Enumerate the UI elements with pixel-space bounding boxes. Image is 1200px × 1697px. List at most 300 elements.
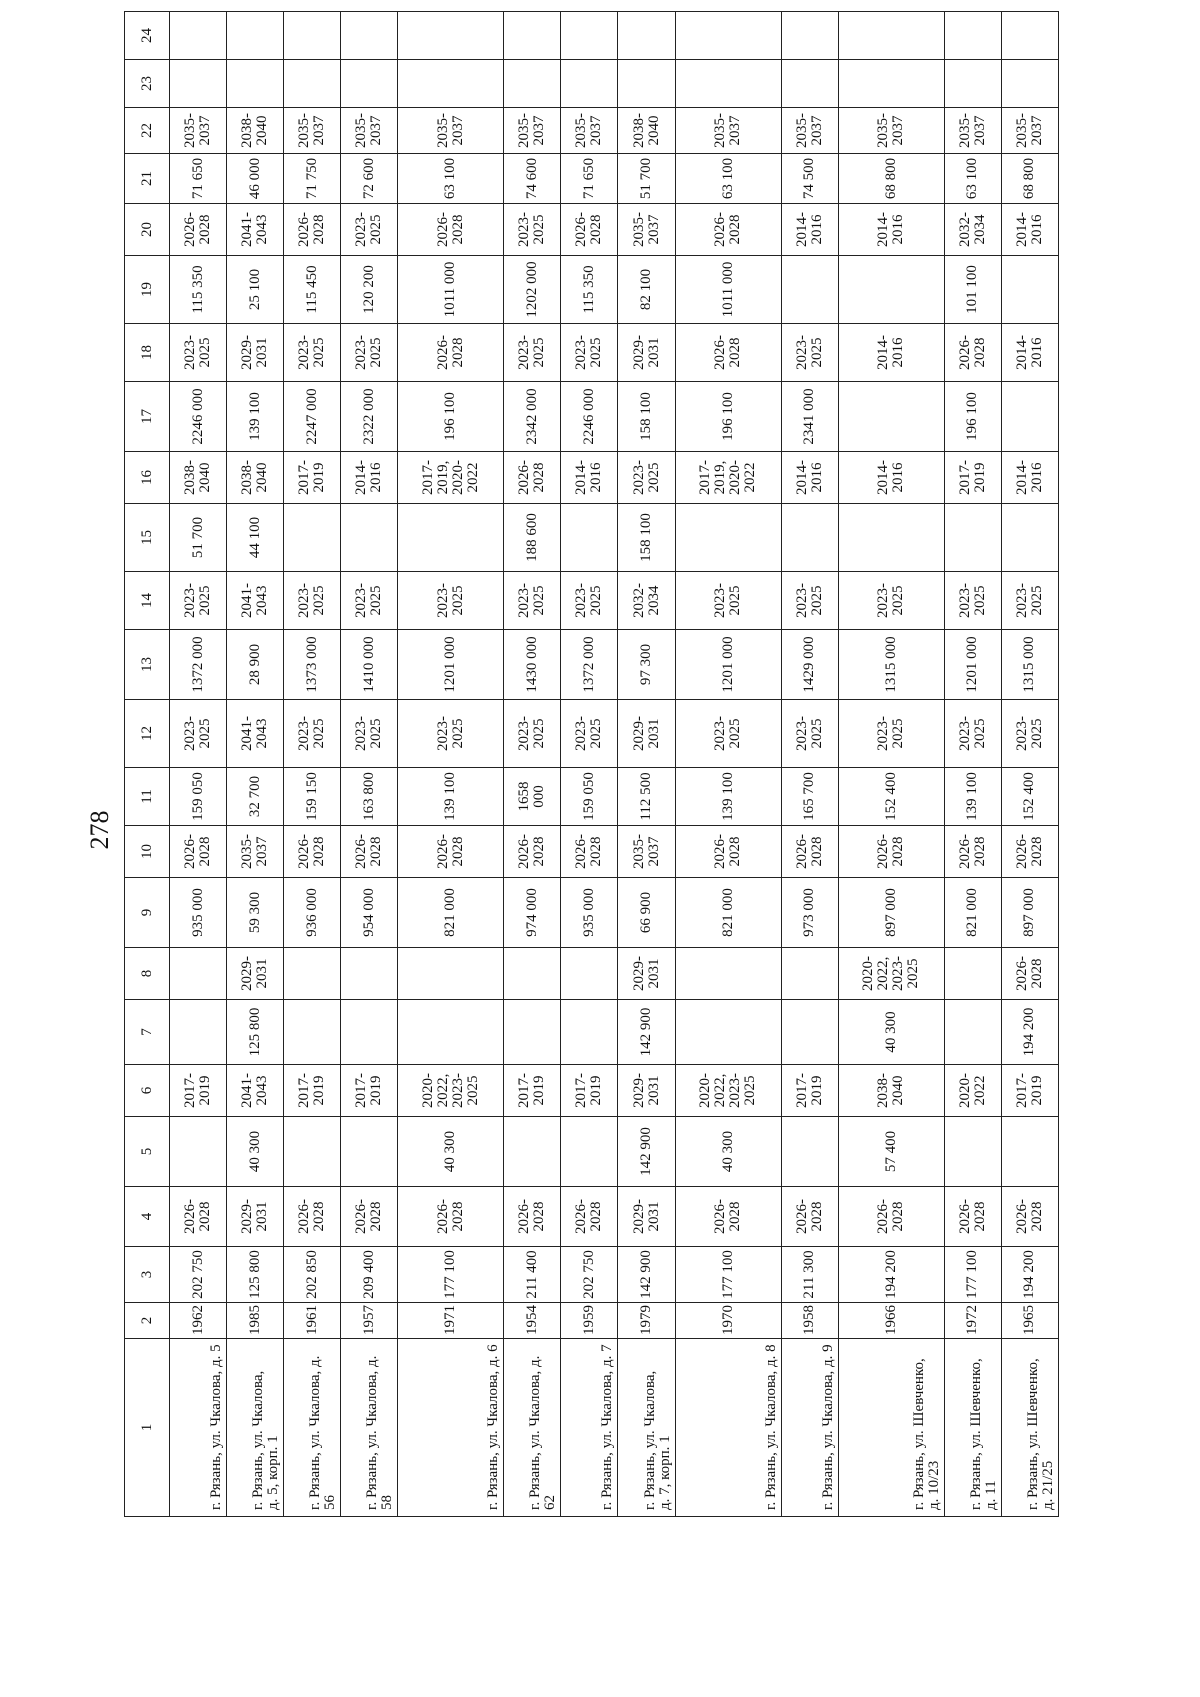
table-cell xyxy=(1001,256,1058,324)
table-cell xyxy=(341,60,398,108)
table-cell: 2029- 2031 xyxy=(618,1065,675,1117)
table-cell xyxy=(675,948,781,1000)
column-header: 19 xyxy=(125,256,170,324)
table-cell: 2023- 2025 xyxy=(781,324,838,382)
table-cell: 2035- 2037 xyxy=(618,826,675,878)
table-cell: 51 700 xyxy=(618,154,675,204)
column-header: 16 xyxy=(125,452,170,504)
table-cell: 1202 000 xyxy=(504,256,561,324)
table-cell: 2014- 2016 xyxy=(838,452,944,504)
table-cell: 2026- 2028 xyxy=(504,452,561,504)
table-cell xyxy=(1001,12,1058,60)
table-cell: 1658 000 xyxy=(504,768,561,826)
table-cell: 125 800 xyxy=(227,1000,284,1065)
table-cell xyxy=(618,60,675,108)
table-cell: 152 400 xyxy=(1001,768,1058,826)
table-row xyxy=(1001,12,1058,1517)
table-cell: 2035- 2037 xyxy=(227,826,284,878)
table-cell: 2041- 2043 xyxy=(227,700,284,768)
table-cell xyxy=(561,948,618,1000)
table-cell: 2035- 2037 xyxy=(618,204,675,256)
table-cell: 2014- 2016 xyxy=(781,452,838,504)
table-cell: 63 100 xyxy=(675,154,781,204)
table-cell xyxy=(284,1000,341,1065)
table-cell: 2023- 2025 xyxy=(781,572,838,630)
table-cell: 63 100 xyxy=(398,154,504,204)
table-cell xyxy=(341,1000,398,1065)
table-cell: 2032- 2034 xyxy=(618,572,675,630)
table-cell: 25 100 xyxy=(227,256,284,324)
table-cell: 935 000 xyxy=(561,878,618,948)
table-cell: 196 100 xyxy=(398,382,504,452)
table-cell: 2023- 2025 xyxy=(504,204,561,256)
table-cell: 2035- 2037 xyxy=(341,108,398,154)
table-cell: 66 900 xyxy=(618,878,675,948)
table-cell xyxy=(170,948,227,1000)
table-cell: 2023- 2025 xyxy=(341,324,398,382)
column-header: 7 xyxy=(125,1000,170,1065)
table-cell: 209 400 xyxy=(341,1247,398,1303)
table-cell xyxy=(170,60,227,108)
column-header: 4 xyxy=(125,1187,170,1247)
address-cell: г. Рязань, ул. Чкалова, д. 5 xyxy=(170,1339,227,1517)
table-cell: 97 300 xyxy=(618,630,675,700)
table-cell xyxy=(398,60,504,108)
table-cell: 194 200 xyxy=(1001,1000,1058,1065)
column-header: 8 xyxy=(125,948,170,1000)
address-cell: г. Рязань, ул. Шевченко, д. 21/25 xyxy=(1001,1339,1058,1517)
table-cell: 1410 000 xyxy=(341,630,398,700)
table-cell: 2026- 2028 xyxy=(561,204,618,256)
table-cell: 2026- 2028 xyxy=(398,204,504,256)
table-cell xyxy=(398,1000,504,1065)
table-cell: 2014- 2016 xyxy=(781,204,838,256)
table-cell: 2035- 2037 xyxy=(398,108,504,154)
table-cell xyxy=(284,948,341,1000)
table-cell: 71 650 xyxy=(561,154,618,204)
table-cell: 120 200 xyxy=(341,256,398,324)
table-cell: 125 800 xyxy=(227,1247,284,1303)
table-cell: 2017- 2019 xyxy=(561,1065,618,1117)
table-cell xyxy=(341,1117,398,1187)
table-cell: 2026- 2028 xyxy=(1001,826,1058,878)
table-cell: 2023- 2025 xyxy=(504,700,561,768)
table-row xyxy=(227,12,284,1517)
table-cell xyxy=(284,1117,341,1187)
table-cell: 1201 000 xyxy=(675,630,781,700)
table-cell: 1011 000 xyxy=(675,256,781,324)
table-cell: 1970 xyxy=(675,1303,781,1339)
table-cell: 1971 xyxy=(398,1303,504,1339)
table-cell: 2014- 2016 xyxy=(1001,204,1058,256)
column-header: 22 xyxy=(125,108,170,154)
table-cell: 2017- 2019 xyxy=(1001,1065,1058,1117)
table-cell: 1429 000 xyxy=(781,630,838,700)
table-cell: 2026- 2028 xyxy=(170,1187,227,1247)
table-cell: 2014- 2016 xyxy=(341,452,398,504)
table-cell xyxy=(170,12,227,60)
table-cell: 2023- 2025 xyxy=(284,700,341,768)
table-cell: 2026- 2028 xyxy=(170,204,227,256)
table-cell: 974 000 xyxy=(504,878,561,948)
table-cell: 936 000 xyxy=(284,878,341,948)
table-cell: 973 000 xyxy=(781,878,838,948)
table-cell xyxy=(944,60,1001,108)
table-cell: 2026- 2028 xyxy=(1001,1187,1058,1247)
table-cell: 2026- 2028 xyxy=(504,826,561,878)
table-cell: 821 000 xyxy=(675,878,781,948)
table-cell: 2023- 2025 xyxy=(284,572,341,630)
table-cell: 2026- 2028 xyxy=(1001,948,1058,1000)
table-cell: 74 600 xyxy=(504,154,561,204)
table-cell: 2023- 2025 xyxy=(944,700,1001,768)
table-cell xyxy=(675,12,781,60)
table-cell: 2342 000 xyxy=(504,382,561,452)
table-cell: 2020- 2022 xyxy=(944,1065,1001,1117)
table-cell: 2246 000 xyxy=(561,382,618,452)
address-cell: г. Рязань, ул. Чкалова, д. 8 xyxy=(675,1339,781,1517)
table-cell xyxy=(781,256,838,324)
table-cell: 177 100 xyxy=(675,1247,781,1303)
table-cell: 2023- 2025 xyxy=(341,204,398,256)
table-cell: 2026- 2028 xyxy=(504,1187,561,1247)
table-cell: 2014- 2016 xyxy=(1001,452,1058,504)
table-cell: 2026- 2028 xyxy=(561,1187,618,1247)
table-cell: 2023- 2025 xyxy=(1001,700,1058,768)
table-cell: 2026- 2028 xyxy=(675,204,781,256)
table-cell: 2026- 2028 xyxy=(170,826,227,878)
table-cell xyxy=(170,1000,227,1065)
address-cell: г. Рязань, ул. Чкалова, д. 6 xyxy=(398,1339,504,1517)
column-header: 18 xyxy=(125,324,170,382)
column-header: 13 xyxy=(125,630,170,700)
table-row xyxy=(504,12,561,1517)
table-cell: 2020- 2022, 2023- 2025 xyxy=(838,948,944,1000)
table-cell: 1965 xyxy=(1001,1303,1058,1339)
table-cell: 1315 000 xyxy=(838,630,944,700)
table-cell: 2035- 2037 xyxy=(675,108,781,154)
table-cell: 821 000 xyxy=(944,878,1001,948)
table-cell xyxy=(675,60,781,108)
table-cell xyxy=(561,504,618,572)
table-cell xyxy=(781,1000,838,1065)
table-cell: 158 100 xyxy=(618,504,675,572)
table-cell: 1011 000 xyxy=(398,256,504,324)
table-cell: 2026- 2028 xyxy=(675,1187,781,1247)
table-cell: 139 100 xyxy=(675,768,781,826)
column-header: 11 xyxy=(125,768,170,826)
address-cell: г. Рязань, ул. Чкалова, д. 7 xyxy=(561,1339,618,1517)
table-cell: 2023- 2025 xyxy=(398,572,504,630)
table-cell xyxy=(944,504,1001,572)
address-cell: г. Рязань, ул. Шевченко, д. 10/23 xyxy=(838,1339,944,1517)
table-cell: 2017- 2019 xyxy=(170,1065,227,1117)
table-cell: 1972 xyxy=(944,1303,1001,1339)
table-cell xyxy=(341,504,398,572)
table-cell: 139 100 xyxy=(944,768,1001,826)
table-cell: 1957 xyxy=(341,1303,398,1339)
table-cell: 44 100 xyxy=(227,504,284,572)
table-cell: 2023- 2025 xyxy=(1001,572,1058,630)
address-cell: г. Рязань, ул. Чкалова, д. 9 xyxy=(781,1339,838,1517)
address-cell: г. Рязань, ул. Чкалова, д. 58 xyxy=(341,1339,398,1517)
table-cell: 2029- 2031 xyxy=(227,1187,284,1247)
table-cell xyxy=(398,504,504,572)
table-cell: 63 100 xyxy=(944,154,1001,204)
table-cell: 2035- 2037 xyxy=(561,108,618,154)
table-cell: 188 600 xyxy=(504,504,561,572)
column-header: 23 xyxy=(125,60,170,108)
table-cell: 82 100 xyxy=(618,256,675,324)
address-cell: г. Рязань, ул. Чкалова, д. 56 xyxy=(284,1339,341,1517)
table-cell: 2026- 2028 xyxy=(341,1187,398,1247)
table-cell: 1954 xyxy=(504,1303,561,1339)
table-cell: 72 600 xyxy=(341,154,398,204)
table-cell: 1961 xyxy=(284,1303,341,1339)
table-cell: 2014- 2016 xyxy=(561,452,618,504)
table-row xyxy=(341,12,398,1517)
table-cell: 2017- 2019, 2020- 2022 xyxy=(398,452,504,504)
table-cell: 2020- 2022, 2023- 2025 xyxy=(675,1065,781,1117)
table-cell xyxy=(838,12,944,60)
table-cell xyxy=(170,1117,227,1187)
column-header: 20 xyxy=(125,204,170,256)
table-cell: 2026- 2028 xyxy=(781,1187,838,1247)
table-cell xyxy=(504,1117,561,1187)
table-cell: 2014- 2016 xyxy=(838,324,944,382)
address-cell: г. Рязань, ул. Чкалова, д. 5, корп. 1 xyxy=(227,1339,284,1517)
column-header: 9 xyxy=(125,878,170,948)
table-cell: 2041- 2043 xyxy=(227,1065,284,1117)
table-cell: 32 700 xyxy=(227,768,284,826)
table-cell: 196 100 xyxy=(675,382,781,452)
table-cell: 897 000 xyxy=(1001,878,1058,948)
table-cell: 2023- 2025 xyxy=(504,572,561,630)
table-cell: 112 500 xyxy=(618,768,675,826)
table-cell: 68 800 xyxy=(1001,154,1058,204)
table-cell: 139 100 xyxy=(398,768,504,826)
table-cell: 2023- 2025 xyxy=(561,572,618,630)
table-cell: 2026- 2028 xyxy=(561,826,618,878)
column-header: 15 xyxy=(125,504,170,572)
table-cell: 40 300 xyxy=(227,1117,284,1187)
table-cell: 2023- 2025 xyxy=(170,324,227,382)
table-cell: 2038- 2040 xyxy=(170,452,227,504)
table-cell xyxy=(284,12,341,60)
column-header: 2 xyxy=(125,1303,170,1339)
table-cell: 2026- 2028 xyxy=(944,826,1001,878)
table-cell: 2029- 2031 xyxy=(227,324,284,382)
table-cell: 152 400 xyxy=(838,768,944,826)
table-cell: 2026- 2028 xyxy=(675,826,781,878)
table-cell: 1966 xyxy=(838,1303,944,1339)
header-row xyxy=(125,12,170,1517)
table-cell: 165 700 xyxy=(781,768,838,826)
table-cell xyxy=(398,12,504,60)
column-header: 3 xyxy=(125,1247,170,1303)
table-cell xyxy=(838,504,944,572)
address-cell: г. Рязань, ул. Шевченко, д. 11 xyxy=(944,1339,1001,1517)
column-header: 1 xyxy=(125,1339,170,1517)
table-cell: 159 050 xyxy=(170,768,227,826)
table-row xyxy=(398,12,504,1517)
table-row xyxy=(944,12,1001,1517)
table-cell xyxy=(781,12,838,60)
table-cell: 194 200 xyxy=(1001,1247,1058,1303)
address-cell: г. Рязань, ул. Чкалова, д. 7, корп. 1 xyxy=(618,1339,675,1517)
table-cell: 1979 xyxy=(618,1303,675,1339)
table-row xyxy=(781,12,838,1517)
table-cell: 194 200 xyxy=(838,1247,944,1303)
table-cell: 2029- 2031 xyxy=(618,700,675,768)
table-cell xyxy=(561,60,618,108)
table-cell: 2023- 2025 xyxy=(284,324,341,382)
table-cell: 1201 000 xyxy=(398,630,504,700)
table-cell: 2023- 2025 xyxy=(838,572,944,630)
table-cell: 2035- 2037 xyxy=(781,108,838,154)
table-cell: 202 750 xyxy=(561,1247,618,1303)
column-header: 5 xyxy=(125,1117,170,1187)
table-body xyxy=(170,12,1059,1517)
table-cell: 142 900 xyxy=(618,1000,675,1065)
table-cell: 2023- 2025 xyxy=(675,572,781,630)
table-cell: 2038- 2040 xyxy=(618,108,675,154)
table-cell: 2023- 2025 xyxy=(170,700,227,768)
table-cell: 1201 000 xyxy=(944,630,1001,700)
table-cell xyxy=(944,12,1001,60)
column-header: 6 xyxy=(125,1065,170,1117)
table-cell: 2026- 2028 xyxy=(944,1187,1001,1247)
page-number: 278 xyxy=(85,810,114,850)
table-cell: 2026- 2028 xyxy=(838,826,944,878)
table-cell xyxy=(504,948,561,1000)
table-cell: 2029- 2031 xyxy=(618,1187,675,1247)
table-cell xyxy=(838,256,944,324)
table-cell: 68 800 xyxy=(838,154,944,204)
table-cell: 2035- 2037 xyxy=(838,108,944,154)
table-cell: 2026- 2028 xyxy=(341,826,398,878)
table-cell xyxy=(504,1000,561,1065)
table-cell: 2038- 2040 xyxy=(227,452,284,504)
table-cell: 2017- 2019 xyxy=(781,1065,838,1117)
table-row xyxy=(675,12,781,1517)
table-cell: 2017- 2019 xyxy=(504,1065,561,1117)
table-cell xyxy=(504,12,561,60)
table-cell xyxy=(398,948,504,1000)
table-cell: 142 900 xyxy=(618,1247,675,1303)
table-cell: 2023- 2025 xyxy=(170,572,227,630)
table-cell: 2035- 2037 xyxy=(1001,108,1058,154)
table-cell xyxy=(561,1000,618,1065)
table-cell: 897 000 xyxy=(838,878,944,948)
table-cell: 158 100 xyxy=(618,382,675,452)
table-cell xyxy=(227,12,284,60)
table-cell: 2014- 2016 xyxy=(838,204,944,256)
table-cell: 2026- 2028 xyxy=(398,826,504,878)
table-cell: 2023- 2025 xyxy=(675,700,781,768)
table-cell xyxy=(675,1000,781,1065)
table-cell xyxy=(284,60,341,108)
table-row xyxy=(284,12,341,1517)
table-cell: 115 350 xyxy=(561,256,618,324)
table-cell: 2023- 2025 xyxy=(398,700,504,768)
table-cell: 1372 000 xyxy=(561,630,618,700)
table-cell: 115 450 xyxy=(284,256,341,324)
table-cell: 2023- 2025 xyxy=(561,700,618,768)
table-cell: 139 100 xyxy=(227,382,284,452)
table-cell xyxy=(675,504,781,572)
table-cell: 142 900 xyxy=(618,1117,675,1187)
table-cell xyxy=(781,60,838,108)
table-cell xyxy=(944,1000,1001,1065)
table-cell: 2247 000 xyxy=(284,382,341,452)
table-cell xyxy=(781,504,838,572)
table-cell: 2032- 2034 xyxy=(944,204,1001,256)
table-cell: 1372 000 xyxy=(170,630,227,700)
table-cell: 2035- 2037 xyxy=(284,108,341,154)
table-cell: 2322 000 xyxy=(341,382,398,452)
table-row xyxy=(618,12,675,1517)
table-cell xyxy=(1001,60,1058,108)
table-row xyxy=(170,12,227,1517)
table-cell xyxy=(504,60,561,108)
table-cell xyxy=(341,12,398,60)
table-cell: 2017- 2019 xyxy=(341,1065,398,1117)
table-cell: 2017- 2019 xyxy=(944,452,1001,504)
table-cell: 2026- 2028 xyxy=(398,324,504,382)
table-cell: 115 350 xyxy=(170,256,227,324)
table-cell: 2023- 2025 xyxy=(504,324,561,382)
table-cell: 40 300 xyxy=(675,1117,781,1187)
table-cell: 2017- 2019, 2020- 2022 xyxy=(675,452,781,504)
table-cell xyxy=(781,948,838,1000)
column-header: 14 xyxy=(125,572,170,630)
table-cell: 211 300 xyxy=(781,1247,838,1303)
table-cell: 46 000 xyxy=(227,154,284,204)
table-cell: 2026- 2028 xyxy=(284,826,341,878)
table-cell: 59 300 xyxy=(227,878,284,948)
table-cell: 2038- 2040 xyxy=(838,1065,944,1117)
table-cell: 202 750 xyxy=(170,1247,227,1303)
table-cell: 2246 000 xyxy=(170,382,227,452)
rotated-table-container xyxy=(124,28,1059,1517)
table-cell: 196 100 xyxy=(944,382,1001,452)
table-cell: 2026- 2028 xyxy=(284,204,341,256)
column-header: 17 xyxy=(125,382,170,452)
table-cell: 28 900 xyxy=(227,630,284,700)
table-cell: 2029- 2031 xyxy=(227,948,284,1000)
table-cell: 1959 xyxy=(561,1303,618,1339)
table-cell: 40 300 xyxy=(398,1117,504,1187)
table-cell: 101 100 xyxy=(944,256,1001,324)
table-cell xyxy=(944,948,1001,1000)
table-cell: 2023- 2025 xyxy=(944,572,1001,630)
table-cell: 2035- 2037 xyxy=(170,108,227,154)
table-cell: 177 100 xyxy=(944,1247,1001,1303)
table-cell: 71 650 xyxy=(170,154,227,204)
table-cell: 40 300 xyxy=(838,1000,944,1065)
table-cell: 2026- 2028 xyxy=(781,826,838,878)
table-cell xyxy=(944,1117,1001,1187)
table-cell xyxy=(781,1117,838,1187)
table-cell: 159 050 xyxy=(561,768,618,826)
table-cell: 2023- 2025 xyxy=(561,324,618,382)
table-cell: 954 000 xyxy=(341,878,398,948)
table-cell xyxy=(561,1117,618,1187)
column-header: 24 xyxy=(125,12,170,60)
table-cell: 2026- 2028 xyxy=(284,1187,341,1247)
table-cell: 2017- 2019 xyxy=(284,1065,341,1117)
